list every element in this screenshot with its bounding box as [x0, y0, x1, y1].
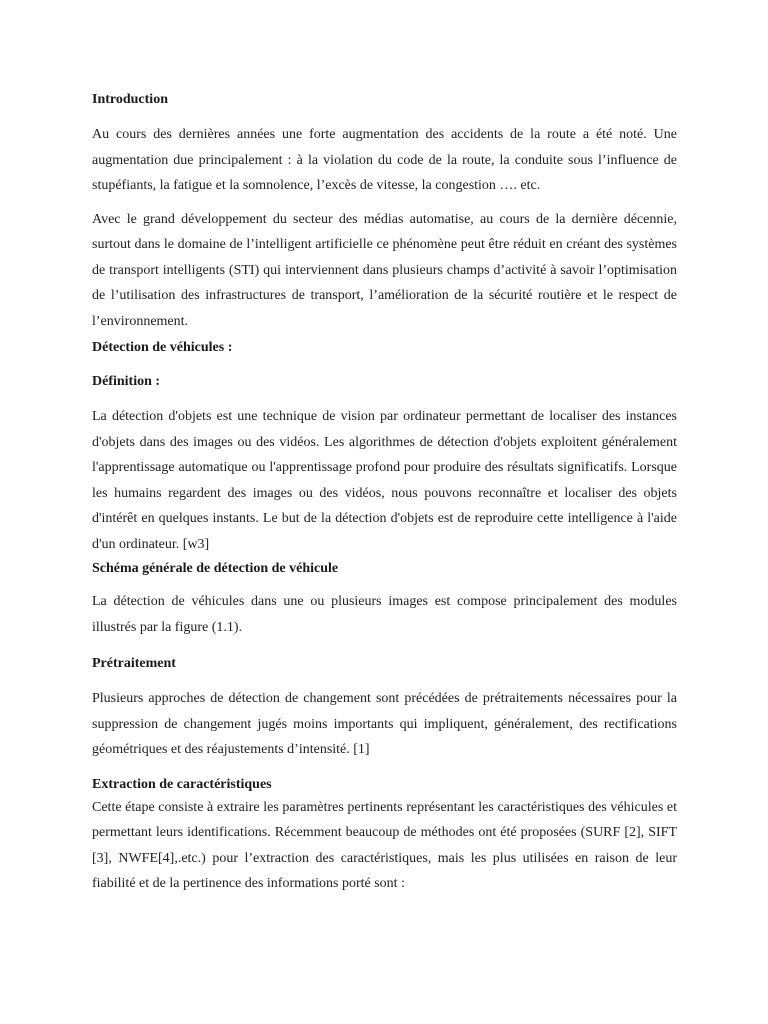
paragraph-introduction-1: Au cours des dernières années une forte augmentation des accidents de la route a été noté. Une augmentation due principalement : à la violation du code de la route, la conduite sous l’influence de stupéfiants, la fatigue et la somnolence, l’excès de vitesse, la congestion …. etc.	[92, 127, 677, 193]
paragraph-extraction-caracteristiques: Cette étape consiste à extraire les paramètres pertinents représentant les caractéristiques des véhicules et permettant leurs identifications. Récemment beaucoup de méthodes ont été proposées (SURF [2], SIFT [3], NWFE[4],.etc.) pour l’extraction des caractéristiques, mais les plus utilisées en raison de leur fiabilité et de la pertinence des informations porté sont :	[92, 799, 677, 891]
paragraph-schema-generale: La détection de véhicules dans une ou plusieurs images est compose principalement des modules illustrés par la figure (1.1).	[92, 594, 677, 635]
heading-detection-vehicules: Détection de véhicules :	[92, 340, 233, 355]
document-page	[92, 88, 677, 897]
heading-extraction-caracteristiques: Extraction de caractéristiques	[92, 776, 272, 792]
paragraph-pretraitement: Plusieurs approches de détection de changement sont précédées de prétraitements nécessaires pour la suppression de changement jugés moins importants qui impliquent, généralement, des rectifications géométriques et des réajustements d’intensité. [1]	[92, 691, 677, 757]
heading-definition: Définition :	[92, 374, 161, 389]
heading-pretraitement: Prétraitement	[92, 656, 176, 671]
paragraph-definition: La détection d'objets est une technique de vision par ordinateur permettant de localiser des instances d'objets dans des images ou des vidéos. Les algorithmes de détection d'objets exploitent généralement l'apprentissage automatique ou l'apprentissage profond pour produire des résultats significatifs. Lorsque les humains regardent des images ou des vidéos, nous pouvons reconnaître et localiser des objets d'intérêt en quelques instants. Le but de la détection d'objets est de reproduire cette intelligence à l'aide d'un ordinateur. [w3]	[92, 409, 677, 552]
paragraph-introduction-2: Avec le grand développement du secteur des médias automatise, au cours de la dernière décennie, surtout dans le domaine de l’intelligent artificielle ce phénomène peut être réduit en créant des systèmes de transport intelligents (STI) qui interviennent dans plusieurs champs d’activité à savoir l’optimisation de l’utilisation des infrastructures de transport, l’amélioration de la sécurité routière et le respect de l’environnement.	[92, 211, 677, 329]
heading-introduction: Introduction	[92, 92, 168, 107]
heading-schema-generale: Schéma générale de détection de véhicule	[92, 561, 339, 576]
